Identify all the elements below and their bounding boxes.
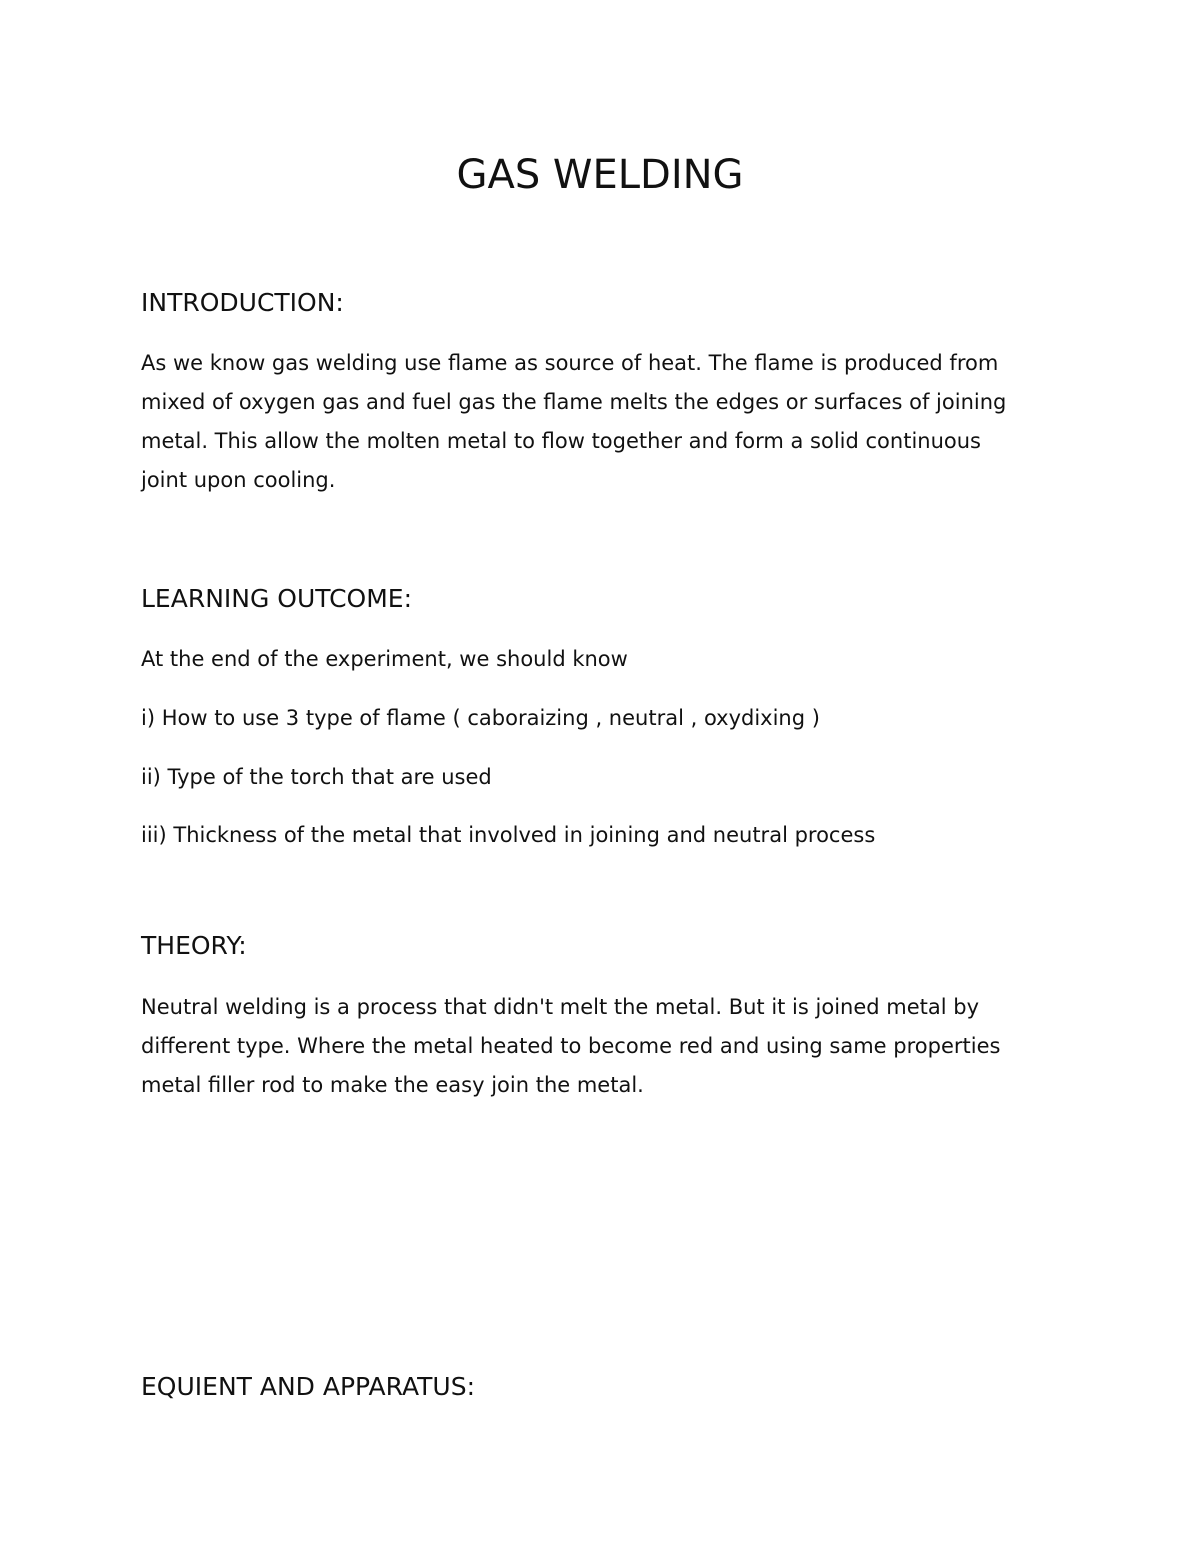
theory-line: metal filler rod to make the easy join the metal.: [141, 1073, 644, 1097]
theory-line: different type. Where the metal heated to become red and using same properties: [141, 1034, 1001, 1058]
introduction-line: As we know gas welding use flame as source of heat. The flame is produced from: [141, 351, 999, 375]
introduction-paragraph: [141, 344, 1071, 500]
theory-heading: THEORY:: [141, 931, 247, 960]
introduction-heading: INTRODUCTION:: [141, 288, 344, 317]
equipment-heading: EQUIENT AND APPARATUS:: [141, 1372, 475, 1401]
learning-outcome-item: ii) Type of the torch that are used: [141, 765, 492, 789]
theory-paragraph: [141, 988, 1071, 1105]
learning-outcome-item: iii) Thickness of the metal that involved in joining and neutral process: [141, 823, 876, 847]
learning-outcome-item: i) How to use 3 type of flame ( caboraizing , neutral , oxydixing ): [141, 706, 820, 730]
learning-outcome-heading: LEARNING OUTCOME:: [141, 584, 412, 613]
introduction-line: metal. This allow the molten metal to flow together and form a solid continuous: [141, 429, 981, 453]
introduction-line: mixed of oxygen gas and fuel gas the flame melts the edges or surfaces of joining: [141, 390, 1007, 414]
learning-outcome-intro: At the end of the experiment, we should know: [141, 647, 628, 671]
theory-line: Neutral welding is a process that didn't melt the metal. But it is joined metal by: [141, 995, 980, 1019]
document-title: GAS WELDING: [456, 152, 744, 198]
introduction-line: joint upon cooling.: [141, 468, 336, 492]
